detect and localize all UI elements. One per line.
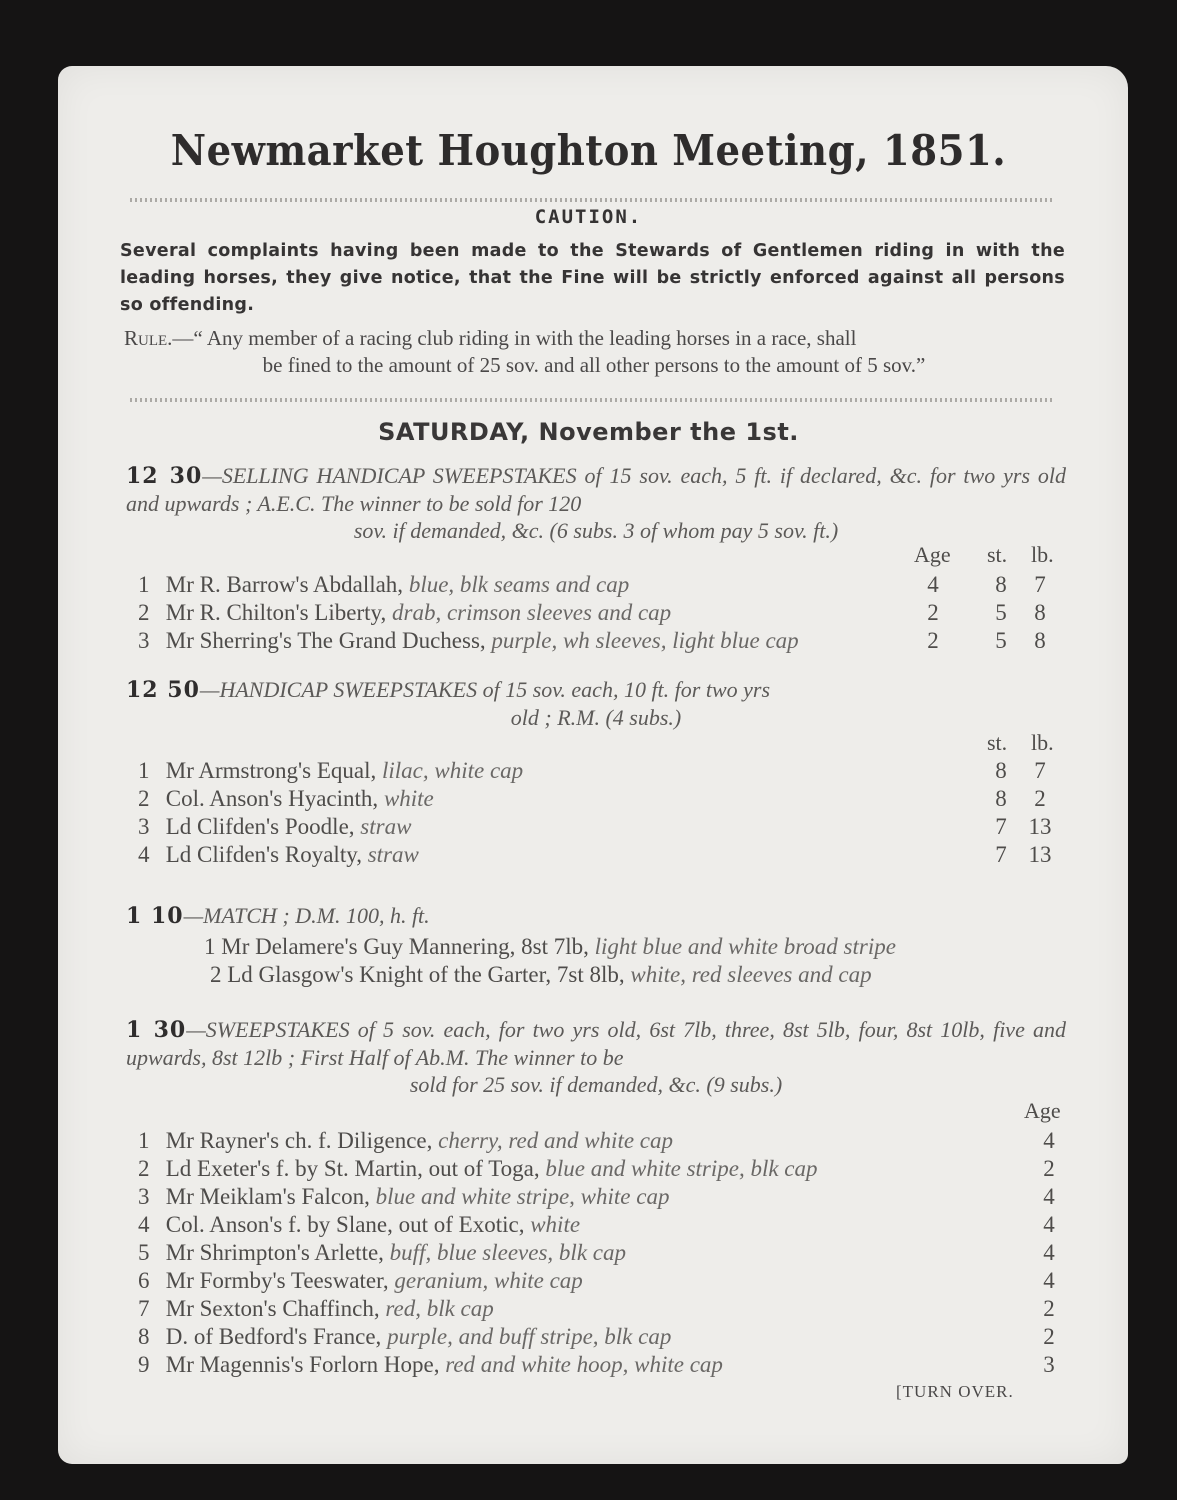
entry-name: Ld Clifden's Royalty,: [165, 842, 362, 867]
entry-age: 4: [1043, 1240, 1055, 1265]
entry-row: [138, 758, 1068, 786]
entry-name: Mr Delamere's Guy Mannering, 8st 7lb,: [221, 934, 589, 959]
race-3-heading: [126, 902, 1066, 930]
entry-name: Mr Sherring's The Grand Duchess,: [165, 628, 486, 653]
entry-lb: 7: [1034, 572, 1046, 597]
entry-row: [204, 934, 896, 960]
entry-colours: red and white hoop, white cap: [445, 1352, 723, 1377]
entry-row: [138, 1184, 1068, 1212]
entry-age: 2: [1043, 1156, 1055, 1181]
entry-age: 2: [1043, 1324, 1055, 1349]
rule-label: Rule.: [124, 326, 173, 350]
entry-colours: white: [383, 786, 434, 811]
entry-lb: 7: [1034, 758, 1046, 783]
entry-colours: purple, wh sleeves, light blue cap: [491, 628, 799, 653]
entry-colours: straw: [360, 814, 412, 839]
entry-lb: 13: [1028, 842, 1052, 867]
entry-number: 2: [138, 600, 150, 625]
entry-name: Mr Armstrong's Equal,: [165, 758, 377, 783]
entry-row: [138, 1268, 1068, 1296]
entry-number: 2: [138, 786, 150, 811]
col-lb: lb.: [1031, 730, 1054, 755]
entry-number: 1: [138, 758, 150, 783]
entry-colours: white, red sleeves and cap: [630, 962, 872, 987]
entry-row: [138, 1212, 1068, 1240]
entry-st: 8: [995, 786, 1007, 811]
entry-colours: red, blk cap: [385, 1296, 494, 1321]
entry-number: 3: [138, 628, 150, 653]
race-3-conditions: —MATCH ; D.M. 100, h. ft.: [183, 903, 430, 928]
race-1-heading: [126, 462, 1066, 544]
entry-age: 3: [1043, 1352, 1055, 1377]
race-2-conditions: —HANDICAP SWEEPSTAKES of 15 sov. each, 10 ft. for two yrs: [199, 677, 771, 702]
entry-row: [210, 962, 872, 988]
race-1-conditions-2: sov. if demanded, &c. (6 subs. 3 of whom pay 5 sov. ft.): [353, 518, 839, 543]
entry-name: Mr Shrimpton's Arlette,: [165, 1240, 384, 1265]
entry-row: [138, 786, 1068, 814]
entry-colours: blue and white stripe, white cap: [375, 1184, 670, 1209]
entry-age: 2: [927, 600, 939, 625]
caution-heading: CAUTION.: [534, 206, 643, 228]
entry-name: Mr R. Barrow's Abdallah,: [165, 572, 404, 597]
col-st: st.: [987, 542, 1008, 567]
entry-colours: straw: [367, 842, 419, 867]
entry-st: 8: [995, 758, 1007, 783]
entry-lb: 2: [1034, 786, 1046, 811]
entry-name: Mr R. Chilton's Liberty,: [165, 600, 387, 625]
entry-st: 8: [995, 572, 1007, 597]
entry-st: 5: [995, 628, 1007, 653]
entry-name: D. of Bedford's France,: [165, 1324, 382, 1349]
col-age: Age: [914, 542, 951, 567]
entry-name: Ld Clifden's Poodle,: [165, 814, 355, 839]
entry-age: 4: [1043, 1268, 1055, 1293]
race-4-conditions: —SWEEPSTAKES of 5 sov. each, for two yrs old, 6st 7lb, three, 8st 5lb, four, 8st 10lb, five and upwards, 8st 12lb ; First Half of Ab.M. The winner to be: [126, 1017, 1066, 1070]
entry-lb: 13: [1028, 814, 1052, 839]
entry-number: 4: [138, 1212, 150, 1237]
race-2-heading: [126, 676, 1066, 731]
race-4-conditions-2: sold for 25 sov. if demanded, &c. (9 subs.): [409, 1072, 783, 1097]
race-4-time: 1 30: [126, 1017, 187, 1043]
entry-row: [138, 1128, 1068, 1156]
entry-name: Col. Anson's f. by Slane, out of Exotic,: [165, 1212, 525, 1237]
entry-name: Ld Exeter's f. by St. Martin, out of Toga,: [165, 1156, 540, 1181]
entry-number: 5: [138, 1240, 150, 1265]
entry-lb: 8: [1034, 628, 1046, 653]
entry-colours: purple, and buff stripe, blk cap: [387, 1324, 672, 1349]
entry-name: Mr Sexton's Chaffinch,: [165, 1296, 380, 1321]
divider: [130, 398, 1055, 402]
entry-number: 6: [138, 1268, 150, 1293]
race-4-heading: [126, 1016, 1066, 1098]
entry-age: 2: [1043, 1296, 1055, 1321]
entry-colours: white: [530, 1212, 581, 1237]
rule-text: [124, 325, 1064, 379]
entry-row: [138, 1296, 1068, 1324]
race-3-time: 1 10: [126, 903, 184, 929]
entry-number: 1: [204, 934, 216, 959]
entry-number: 3: [138, 1184, 150, 1209]
entry-lb: 8: [1034, 600, 1046, 625]
entry-st: 7: [995, 842, 1007, 867]
entry-number: 2: [210, 962, 222, 987]
entry-colours: blue and white stripe, blk cap: [545, 1156, 818, 1181]
race-2-time: 12 50: [126, 677, 200, 703]
entry-st: 7: [995, 814, 1007, 839]
entry-row: [138, 1352, 1068, 1380]
caution-body: Several complaints having been made to the Stewards of Gentlemen riding in with the leading horses, they give notice, that the Fine will be strictly enforced against all persons so offending.: [120, 241, 1065, 315]
entry-colours: geranium, white cap: [394, 1268, 583, 1293]
entry-colours: cherry, red and white cap: [438, 1128, 674, 1153]
entry-st: 5: [995, 600, 1007, 625]
entry-colours: drab, crimson sleeves and cap: [392, 600, 672, 625]
page-title: Newmarket Houghton Meeting, 1851.: [170, 126, 1007, 175]
turn-over-note: [TURN OVER.: [896, 1382, 1014, 1401]
entry-age: 4: [927, 572, 939, 597]
entry-row: [138, 600, 1068, 628]
entry-row: [138, 842, 1068, 870]
entry-number: 2: [138, 1156, 150, 1181]
entry-age: 4: [1043, 1184, 1055, 1209]
col-st: st.: [987, 730, 1008, 755]
entry-colours: light blue and white broad stripe: [594, 934, 896, 959]
entry-number: 3: [138, 814, 150, 839]
entry-row: [138, 1156, 1068, 1184]
entry-row: [138, 814, 1068, 842]
race-1-conditions: —SELLING HANDICAP SWEEPSTAKES of 15 sov. each, 5 ft. if declared, &c. for two yrs old and upwards ; A.E.C. The winner to be sold for 120: [126, 463, 1067, 516]
entry-name: Ld Glasgow's Knight of the Garter, 7st 8lb,: [227, 962, 625, 987]
entry-number: 9: [138, 1352, 150, 1377]
entry-name: Mr Rayner's ch. f. Diligence,: [165, 1128, 433, 1153]
rule-line-2: be fined to the amount of 25 sov. and all other persons to the amount of 5 sov.”: [262, 353, 926, 377]
entry-row: [138, 1324, 1068, 1352]
entry-number: 8: [138, 1324, 150, 1349]
entry-colours: blue, blk seams and cap: [408, 572, 630, 597]
entry-colours: buff, blue sleeves, blk cap: [389, 1240, 626, 1265]
rule-line-1: —“ Any member of a racing club riding in with the leading horses in a race, shall: [172, 326, 857, 350]
day-heading: SATURDAY, November the 1st.: [378, 418, 799, 446]
entry-number: 4: [138, 842, 150, 867]
entry-age: 2: [927, 628, 939, 653]
entry-name: Mr Formby's Teeswater,: [165, 1268, 389, 1293]
entry-colours: lilac, white cap: [382, 758, 524, 783]
entry-number: 7: [138, 1296, 150, 1321]
col-age: Age: [1024, 1098, 1061, 1123]
entry-row: [138, 628, 1068, 656]
entry-number: 1: [138, 1128, 150, 1153]
entry-age: 4: [1043, 1128, 1055, 1153]
entry-age: 4: [1043, 1212, 1055, 1237]
entry-name: Col. Anson's Hyacinth,: [165, 786, 379, 811]
entry-name: Mr Meiklam's Falcon,: [165, 1184, 370, 1209]
entry-row: [138, 572, 1068, 600]
race-1-time: 12 30: [126, 463, 203, 489]
entry-name: Mr Magennis's Forlorn Hope,: [165, 1352, 440, 1377]
col-lb: lb.: [1031, 542, 1054, 567]
divider: [130, 198, 1055, 202]
race-2-conditions-2: old ; R.M. (4 subs.): [510, 705, 682, 730]
entry-number: 1: [138, 572, 150, 597]
entry-row: [138, 1240, 1068, 1268]
